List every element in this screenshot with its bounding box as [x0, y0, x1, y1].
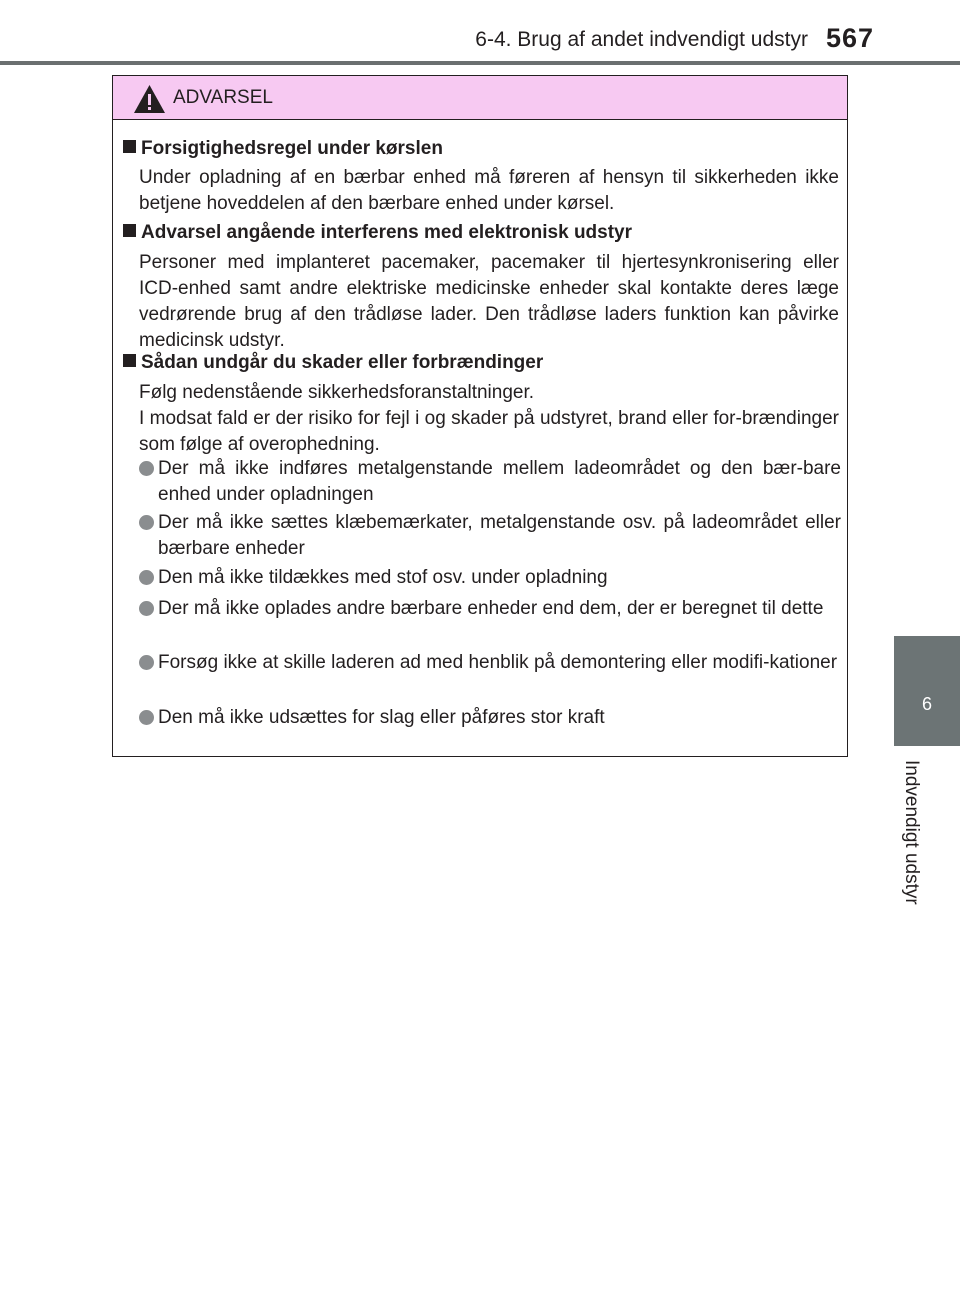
- warning-box: [112, 75, 848, 757]
- warning-triangle-icon: [133, 84, 166, 114]
- section-body: [139, 380, 839, 458]
- section-body: Personer med implanteret pacemaker, pacemaker til hjertesynkronisering eller ICD-enhed samt andre elektriske medicinske enheder skal kontakte deres læge vedrørende brug af den trådløse lader. Den trådløse laders funktion kan påvirke medicinsk udstyr.: [139, 252, 839, 351]
- list-item: Forsøg ikke at skille laderen ad med henblik på demontering eller modifi-kationer: [139, 650, 841, 676]
- body-line: Følg nedenstående sikkerhedsforanstaltninger.: [139, 382, 535, 403]
- section-heading: Forsigtighedsregel under kørslen: [123, 137, 443, 161]
- list-item: Den må ikke udsættes for slag eller påføres stor kraft: [139, 705, 841, 731]
- warning-header: [113, 76, 847, 120]
- list-item: Den må ikke tildækkes med stof osv. under opladning: [139, 565, 841, 591]
- header-rule: [0, 61, 960, 65]
- section-heading: Sådan undgår du skader eller forbrændinger: [123, 351, 543, 375]
- circle-bullet-icon: [139, 655, 154, 670]
- circle-bullet-icon: [139, 570, 154, 585]
- square-bullet-icon: [123, 354, 136, 367]
- list-item: Der må ikke indføres metalgenstande mellem ladeområdet og den bær-bare enhed under opladningen: [139, 456, 841, 508]
- warning-title: ADVARSEL: [173, 87, 273, 108]
- chapter-number: 6: [921, 694, 932, 714]
- square-bullet-icon: [123, 140, 136, 153]
- list-item: Der må ikke sættes klæbemærkater, metalgenstande osv. på ladeområdet eller bærbare enheder: [139, 510, 841, 562]
- circle-bullet-icon: [139, 515, 154, 530]
- running-header-section: 6-4. Brug af andet indvendigt udstyr: [475, 28, 808, 51]
- section-body: Under opladning af en bærbar enhed må føreren af hensyn til sikkerheden ikke betjene hoveddelen af den bærbare enhed under kørsel.: [139, 167, 839, 214]
- list-item: Der må ikke oplades andre bærbare enheder end dem, der er beregnet til dette: [139, 596, 841, 622]
- chapter-label: Indvendigt udstyr: [901, 760, 922, 905]
- page-number: 567: [826, 23, 875, 53]
- square-bullet-icon: [123, 224, 136, 237]
- circle-bullet-icon: [139, 461, 154, 476]
- section-heading: Advarsel angående interferens med elektronisk udstyr: [123, 221, 632, 245]
- chapter-tab: [894, 636, 960, 746]
- circle-bullet-icon: [139, 601, 154, 616]
- circle-bullet-icon: [139, 710, 154, 725]
- body-line: I modsat fald er der risiko for fejl i og skader på udstyret, brand eller for-brændinger som følge af overophedning.: [139, 408, 839, 455]
